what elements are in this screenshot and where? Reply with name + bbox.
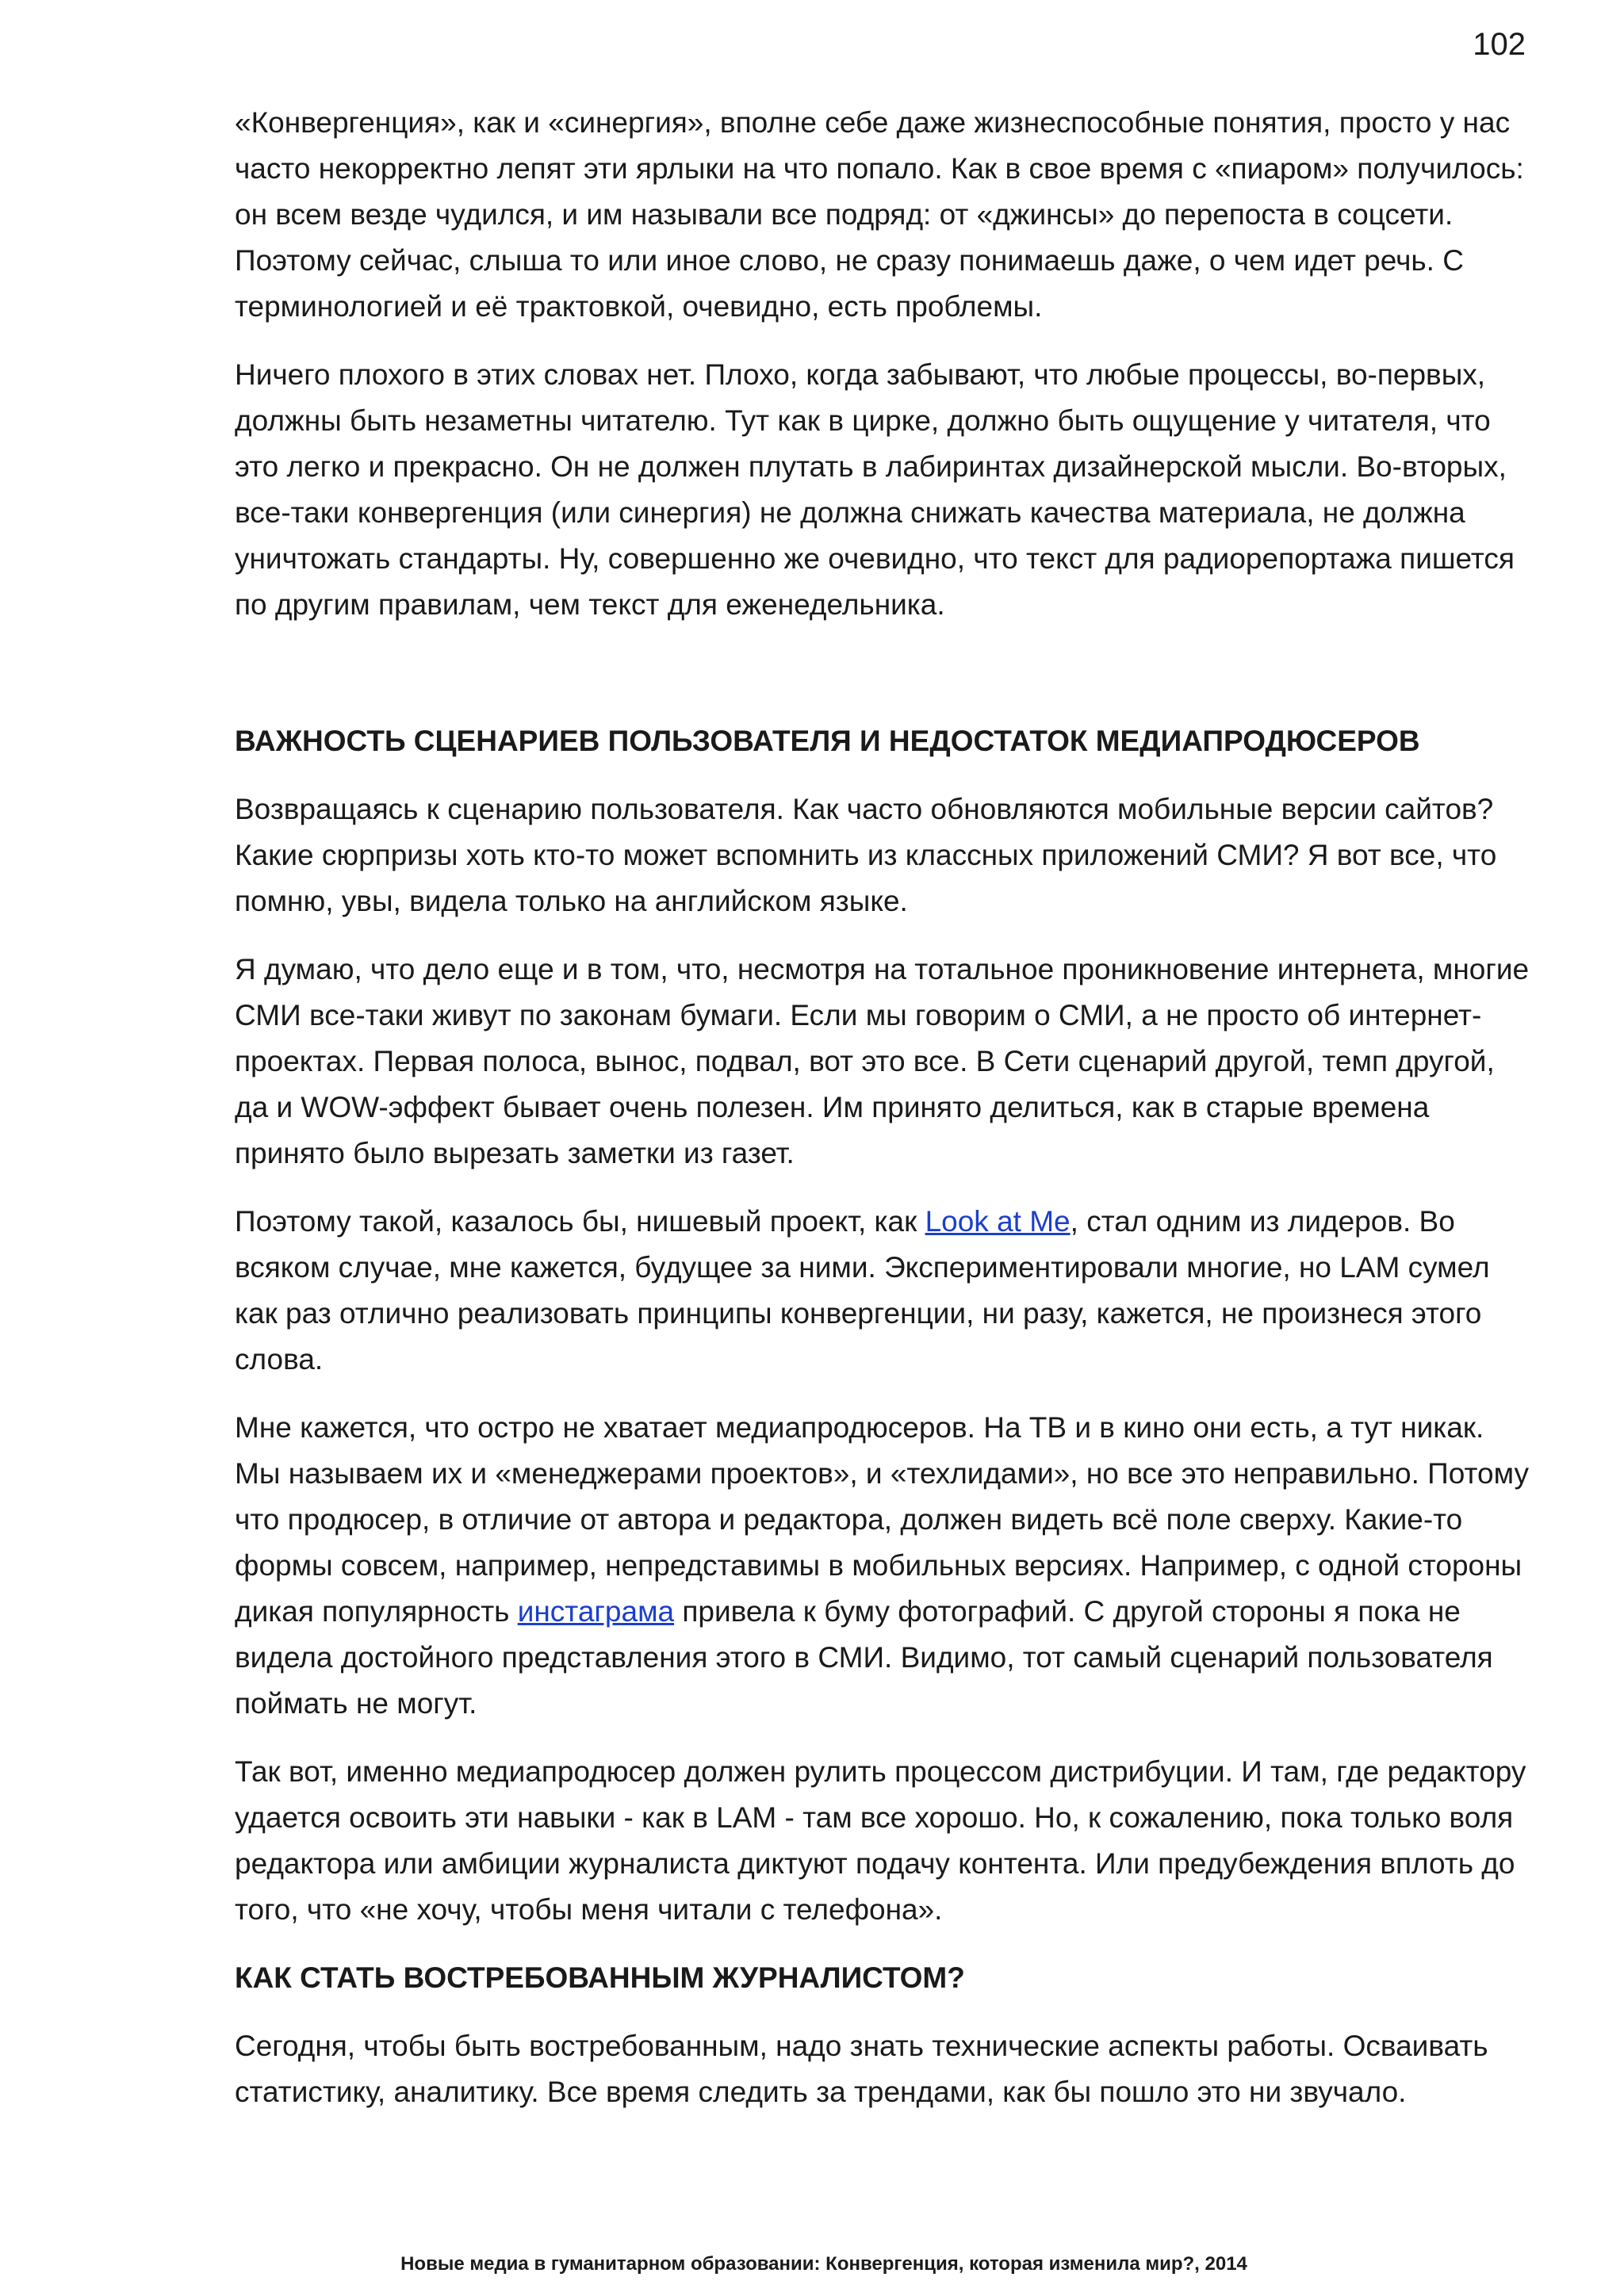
paragraph-distribution: Так вот, именно медиапродюсер должен рулить процессом дистрибуции. И там, где редактору удается освоить эти навыки - как в LAM - там все хорошо. Но, к сожалению, пока только воля редактора или амбиции журналиста диктуют подачу контента. Или предубеждения вплоть до того, что «не хочу, чтобы меня читали с телефона».	[235, 1755, 1526, 1926]
section-heading-user-scenarios: ВАЖНОСТЬ СЦЕНАРИЕВ ПОЛЬЗОВАТЕЛЯ И НЕДОСТАТОК МЕДИАПРОДЮСЕРОВ	[235, 725, 1420, 757]
paragraph-look-at-me	[235, 1199, 1532, 1383]
page-body	[235, 100, 1532, 2137]
paragraph-media-producers	[235, 1405, 1532, 1727]
look-at-me-link[interactable]: Look at Me	[925, 1205, 1071, 1238]
page-footer: Новые медиа в гуманитарном образовании: Конвергенция, которая изменила мир?, 2014	[400, 2253, 1247, 2275]
paragraph-technical-aspects: Сегодня, чтобы быть востребованным, надо знать технические аспекты работы. Осваивать статистику, аналитику. Все время следить за трендами, как бы пошло это ни звучало.	[235, 2030, 1488, 2108]
paragraph-convergence-terms: «Конвергенция», как и «синергия», вполне себе даже жизнеспособные понятия, просто у нас часто некорректно лепят эти ярлыки на что попало. Как в свое время с «пиаром» получилось: он всем везде чудился, и им называли все подряд: от «джинсы» до перепоста в соцсети. Поэтому сейчас, слыша то или иное слово, не сразу понимаешь даже, о чем идет речь. С терминологией и её трактовкой, очевидно, есть проблемы.	[235, 106, 1524, 323]
section-heading-in-demand-journalist: КАК СТАТЬ ВОСТРЕБОВАННЫМ ЖУРНАЛИСТОМ?	[235, 1961, 965, 1994]
paragraph-nothing-bad: Ничего плохого в этих словах нет. Плохо, когда забывают, что любые процессы, во-первых, должны быть незаметны читателю. Тут как в цирке, должно быть ощущение у читателя, что это легко и прекрасно. Он не должен плутать в лабиринтах дизайнерской мысли. Во-вторых, все-таки конвергенция (или синергия) не должна снижать качества материала, не должна уничтожать стандарты. Ну, совершенно же очевидно, что текст для радиорепортажа пишется по другим правилам, чем текст для еженедельника.	[235, 358, 1515, 621]
paragraph-text-after-link: , стал одним из лидеров. Во всяком случае, мне кажется, будущее за ними. Экспериментировали многие, но LAM сумел как раз отлично реализовать принципы конвергенции, ни разу, кажется, не произнеся этого слова.	[235, 1205, 1490, 1376]
instagram-link[interactable]: инстаграма	[517, 1595, 675, 1628]
paragraph-user-scenario: Возвращаясь к сценарию пользователя. Как часто обновляются мобильные версии сайтов? Какие сюрпризы хоть кто-то может вспомнить из классных приложений СМИ? Я вот все, что помню, увы, видела только на английском языке.	[235, 793, 1497, 917]
paragraph-text-before-link: Мне кажется, что остро не хватает медиапродюсеров. На ТВ и в кино они есть, а тут никак. Мы называем их и «менеджерами проектов», и «техлидами», но все это неправильно. Потому что продюсер, в отличие от автора и редактора, должен видеть всё поле сверху. Какие-то формы совсем, например, непредставимы в мобильных версиях. Например, с одной стороны дикая популярность	[235, 1411, 1529, 1628]
paragraph-paper-laws: Я думаю, что дело еще и в том, что, несмотря на тотальное проникновение интернета, многие СМИ все-таки живут по законам бумаги. Если мы говорим о СМИ, а не просто об интернет-проектах. Первая полоса, вынос, подвал, вот это все. В Сети сценарий другой, темп другой, да и WOW-эффект бывает очень полезен. Им принято делиться, как в старые времена принято было вырезать заметки из газет.	[235, 953, 1530, 1169]
page-number: 102	[1473, 27, 1526, 62]
paragraph-text-after-link: привела к буму фотографий. С другой стороны я пока не видела достойного представления этого в СМИ. Видимо, тот самый сценарий пользователя поймать не могут.	[235, 1595, 1493, 1720]
paragraph-text-before-link: Поэтому такой, казалось бы, нишевый проект, как	[235, 1205, 925, 1238]
